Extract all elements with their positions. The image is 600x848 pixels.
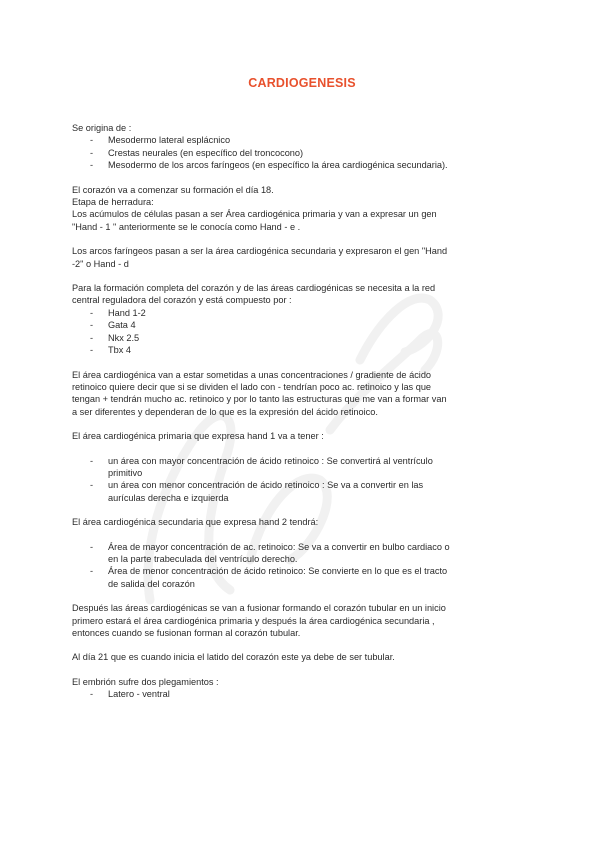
list-item-line: un área con menor concentración de ácido retinoico : Se va a convertir en las [108,480,424,491]
intro-text: Se origina de : [72,123,132,133]
paragraph-line: Los arcos faríngeos pasan a ser la área cardiogénica secundaria y expresaron el gen "Hand [72,246,448,257]
paragraph-line: tengan + tendrán mucho ac. retinoico y por lo tanto las estructuras que me van a formar van [72,394,447,405]
list-item-line: Área de mayor concentración de ac. retinoico: Se va a convertir en bulbo cardiaco o [108,541,450,552]
paragraph-line: retinoico quiere decir que si se dividen el lado con - tendrían poco ac. retinoico y las que [72,381,432,392]
paragraph-line: Al día 21 que es cuando inicia el latido del corazón este ya debe de ser tubular. [72,652,395,663]
primary-area-list [72,455,532,505]
document-page [72,76,532,701]
list-item: - Gata 4 [72,319,532,331]
origins-list [72,134,532,171]
list-item: - Hand 1-2 [72,307,532,319]
list-item-line: primitivo [108,467,143,478]
paragraph-line: El área cardiogénica van a estar sometidas a unas concentraciones / gradiente de ácido [72,369,432,380]
list-item [72,541,532,566]
paragraph-line: entonces cuando se fusionan forman al corazón tubular. [72,628,301,638]
paragraph-line: Etapa de herradura: [72,197,154,208]
paragraph-line: Para la formación completa del corazón y de las áreas cardiogénicas se necesita a la red [72,283,436,294]
list-item-line: de salida del corazón [108,578,195,589]
paragraph-line: Después las áreas cardiogénicas se van a fusionar formando el corazón tubular en un inicio [72,603,446,614]
list-item: - Latero - ventral [72,688,532,700]
paragraph-line: Los acúmulos de células pasan a ser Área cardiogénica primaria y van a expresar un gen [72,209,437,220]
paragraph-line: -2" o Hand - d [72,258,129,269]
list-item: - Nkx 2.5 [72,332,532,344]
secondary-area-list [72,541,532,591]
list-item-line: Área de menor concentración de ácido retinoico: Se convierte en lo que es el tracto [108,566,448,577]
paragraph-line: a ser diferentes y dependeran de lo que es la expresión del ácido retinoico. [72,406,378,417]
list-item: - Crestas neurales (en específico del troncocono) [72,147,532,159]
paragraph-line: primero estará el área cardiogénica primaria y después la área cardiogénica secundaria , [72,615,435,626]
list-item: - Tbx 4 [72,344,532,356]
list-item-line: en la parte trabeculada del ventrículo derecho. [108,553,298,564]
list-item [72,455,532,480]
paragraph-line: central reguladora del corazón y está compuesto por : [72,295,292,306]
paragraph-line: "Hand - 1 " anteriormente se le conocía como Hand - e . [72,221,301,232]
list-item: - Mesodermo lateral esplácnico [72,134,532,146]
document-title: CARDIOGENESIS [248,76,356,90]
paragraph-line: El área cardiogénica secundaria que expresa hand 2 tendrá: [72,517,319,528]
paragraph-line: El área cardiogénica primaria que expresa hand 1 va a tener : [72,431,324,442]
folds-list [72,688,532,700]
list-item [72,479,532,504]
paragraph-line: El embrión sufre dos plegamientos : [72,676,219,687]
list-item [72,565,532,590]
paragraph-line: El corazón va a comenzar su formación el día 18. [72,184,274,195]
list-item-line: un área con mayor concentración de ácido retinoico : Se convertirá al ventrículo [108,455,433,466]
list-item: - Mesodermo de los arcos faríngeos (en específico la área cardiogénica secundaria). [72,159,532,171]
genes-list [72,307,532,357]
list-item-line: aurículas derecha e izquierda [108,492,229,503]
